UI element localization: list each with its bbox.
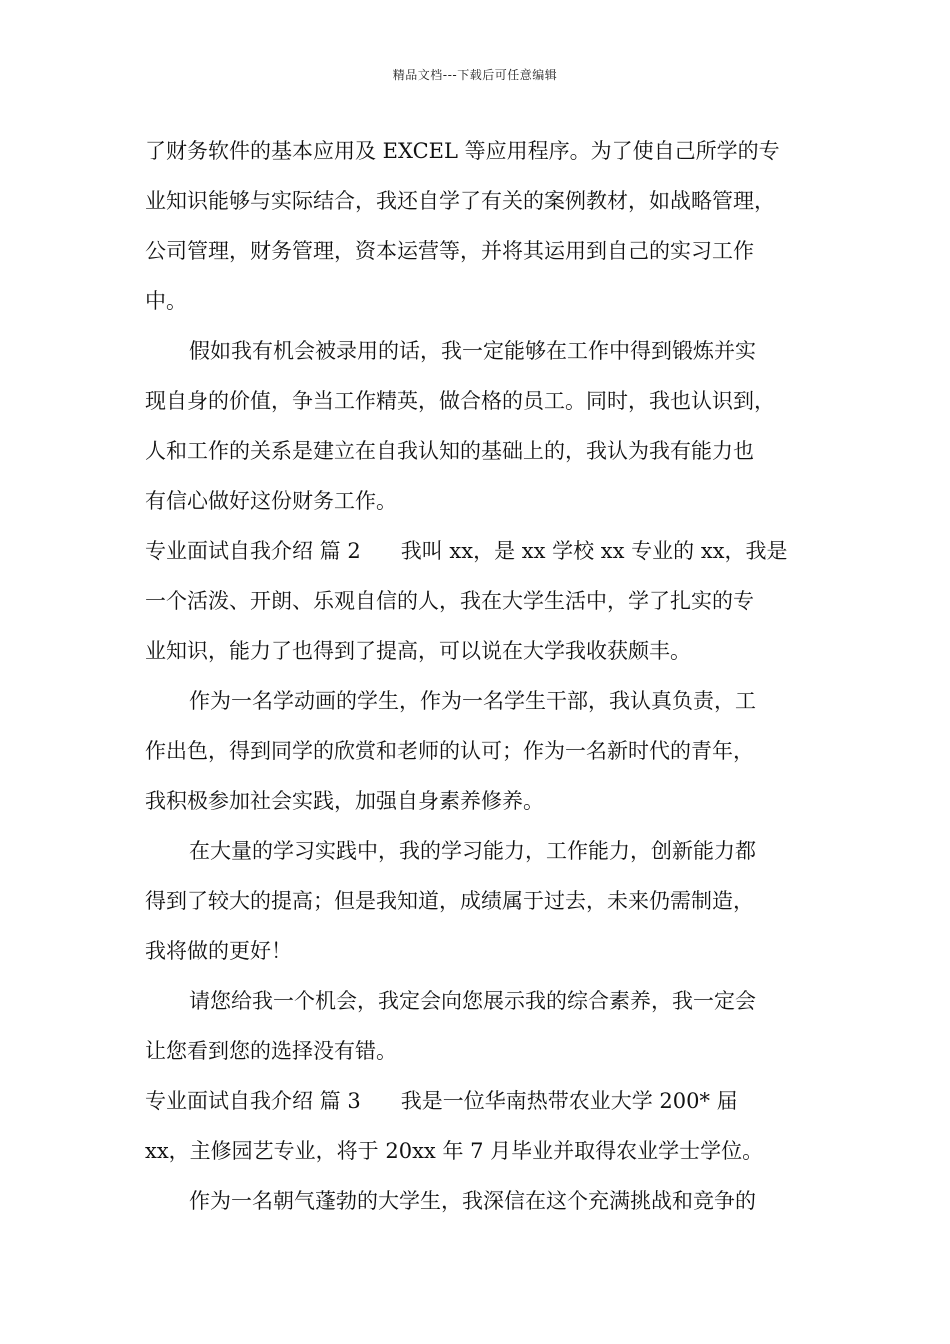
text-line: 人和工作的关系是建立在自我认知的基础上的，我认为我有能力也	[145, 439, 754, 463]
section-title-line	[145, 526, 815, 576]
paragraph	[145, 676, 815, 826]
text-line: 请您给我一个机会，我定会向您展示我的综合素养，我一定会	[189, 989, 756, 1013]
document-body	[145, 126, 815, 1226]
text-line: 有信心做好这份财务工作。	[145, 489, 397, 513]
text-line: 作出色，得到同学的欣赏和老师的认可；作为一名新时代的青年，	[145, 739, 754, 763]
paragraph-continued	[145, 126, 815, 326]
text-line: 让您看到您的选择没有错。	[145, 1039, 397, 1063]
text-line: 我叫 xx，是 xx 学校 xx 专业的 xx，我是	[400, 539, 788, 563]
text-line: xx，主修园艺专业，将于 20xx 年 7 月毕业并取得农业学士学位。	[145, 1139, 764, 1163]
paragraph	[145, 1176, 815, 1226]
text-line: 我将做的更好！	[145, 939, 292, 963]
text-line: 中。	[145, 289, 187, 313]
text-line: 作为一名朝气蓬勃的大学生，我深信在这个充满挑战和竞争的	[189, 1189, 756, 1213]
page-header: 精品文档---下载后可任意编辑	[392, 68, 558, 82]
text-line: 业知识，能力了也得到了提高，可以说在大学我收获颇丰。	[145, 639, 691, 663]
section-title-line	[145, 1076, 815, 1126]
text-line: 公司管理，财务管理，资本运营等，并将其运用到自己的实习工作	[145, 239, 754, 263]
text-line: 现自身的价值，争当工作精英，做合格的员工。同时，我也认识到，	[145, 389, 775, 413]
section-title: 专业面试自我介绍 篇 2	[145, 539, 361, 563]
text-line: 业知识能够与实际结合，我还自学了有关的案例教材，如战略管理，	[145, 189, 775, 213]
text-line: 了财务软件的基本应用及 EXCEL 等应用程序。为了使自己所学的专	[145, 139, 780, 163]
text-line: 我是一位华南热带农业大学 200* 届	[400, 1089, 738, 1113]
text-line: 我积极参加社会实践，加强自身素养修养。	[145, 789, 544, 813]
text-line: 假如我有机会被录用的话，我一定能够在工作中得到锻炼并实	[189, 339, 756, 363]
text-line: 作为一名学动画的学生，作为一名学生干部，我认真负责，工	[189, 689, 756, 713]
section-3	[145, 1076, 815, 1176]
text-line: 在大量的学习实践中，我的学习能力，工作能力，创新能力都	[189, 839, 756, 863]
paragraph	[145, 326, 815, 526]
paragraph	[145, 976, 815, 1076]
text-line: 得到了较大的提高；但是我知道，成绩属于过去，未来仍需制造，	[145, 889, 754, 913]
section-2	[145, 526, 815, 676]
section-title: 专业面试自我介绍 篇 3	[145, 1089, 361, 1113]
paragraph	[145, 826, 815, 976]
text-line: 一个活泼、开朗、乐观自信的人，我在大学生活中，学了扎实的专	[145, 589, 754, 613]
